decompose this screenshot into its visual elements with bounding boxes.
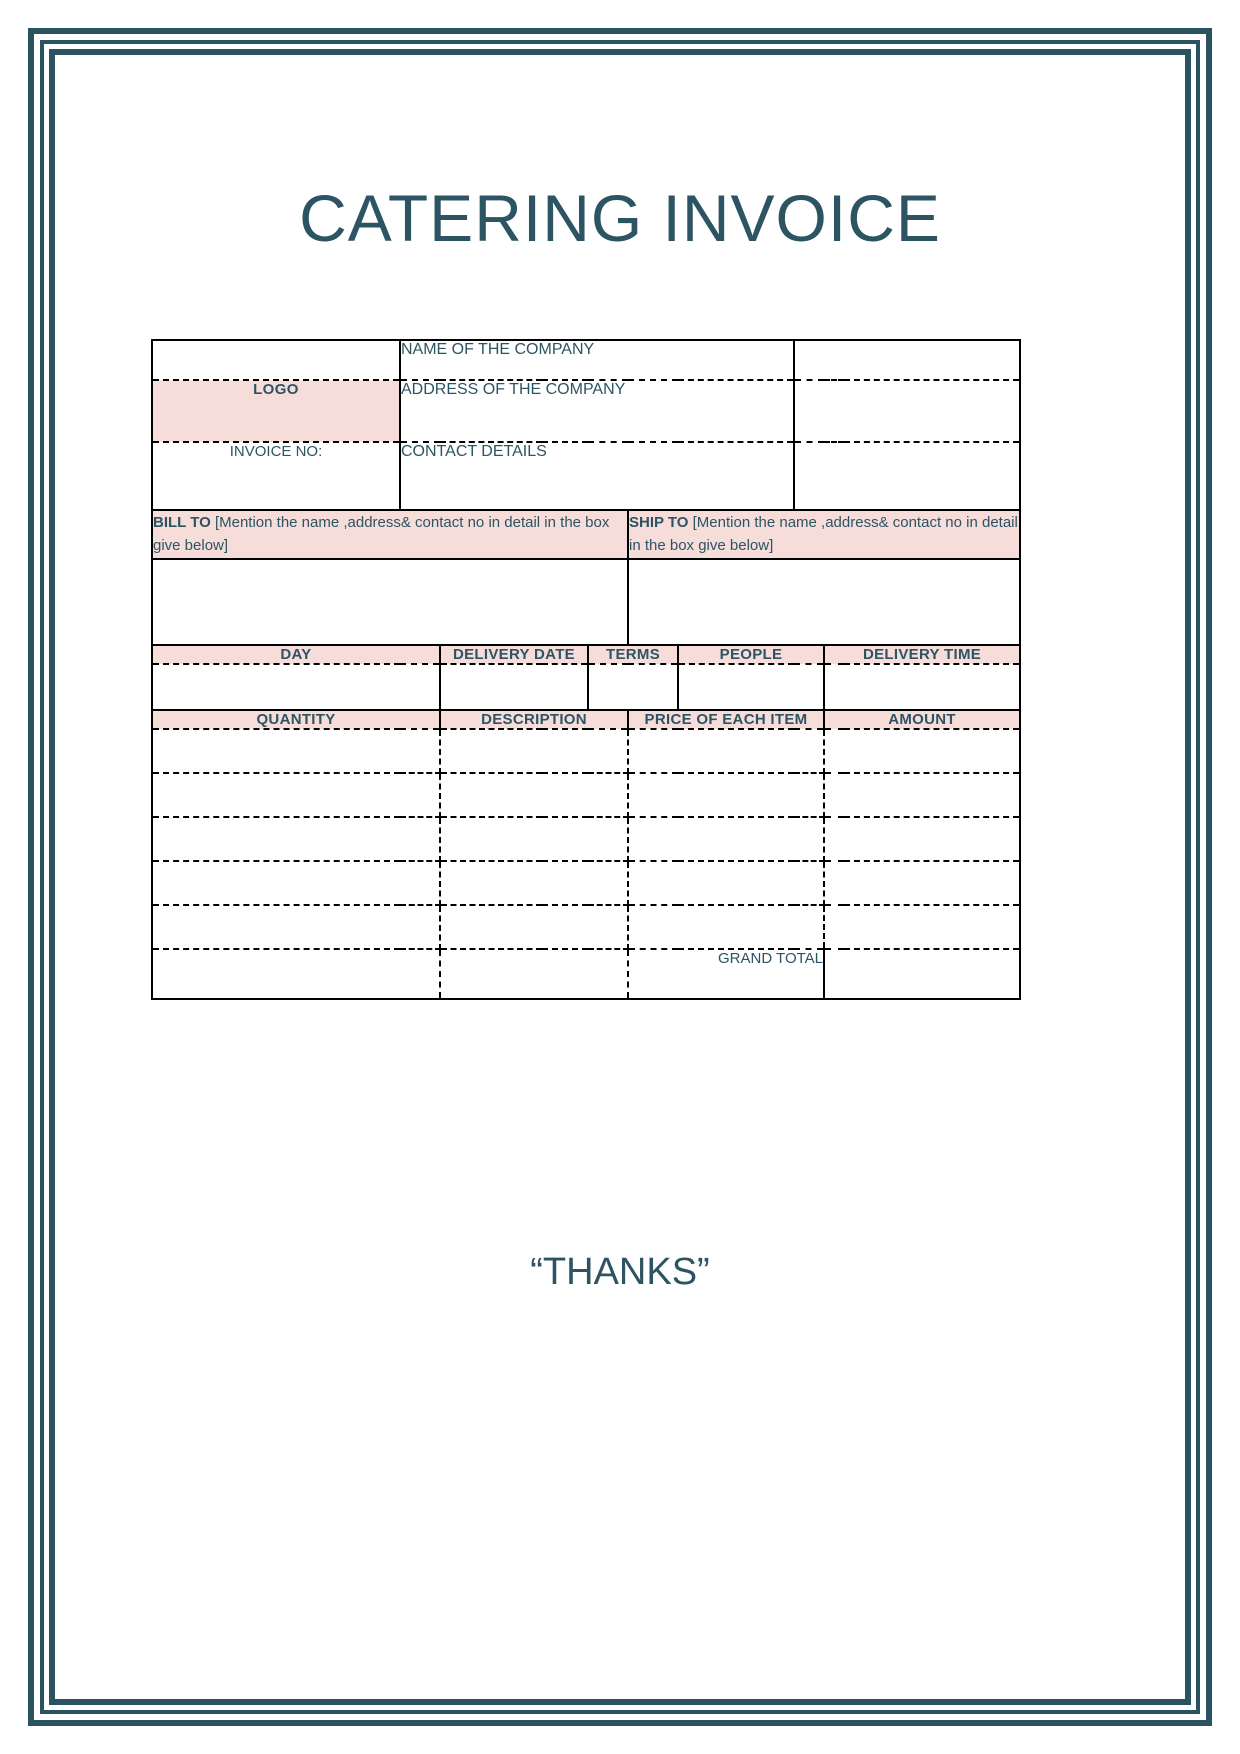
company-address-label-cell (400, 380, 794, 442)
item-amount[interactable] (824, 905, 1020, 949)
details-header-people: PEOPLE (678, 645, 824, 664)
item-description[interactable] (440, 817, 628, 861)
table-row (152, 905, 1020, 949)
item-price[interactable] (628, 773, 824, 817)
details-header-row (152, 645, 1020, 664)
table-row (152, 729, 1020, 773)
company-name-label: NAME OF THE COMPANY (401, 341, 595, 358)
grand-total-spacer-mid (440, 949, 628, 999)
ship-to-label: SHIP TO (629, 514, 689, 531)
item-price[interactable] (628, 905, 824, 949)
bill-to-label: BILL TO (153, 514, 211, 531)
company-name-label-cell (400, 340, 794, 380)
details-input-terms[interactable] (588, 664, 678, 710)
item-quantity[interactable] (152, 905, 440, 949)
grand-total-label: GRAND TOTAL (628, 949, 824, 999)
items-header-amount: AMOUNT (824, 710, 1020, 729)
details-header-terms: TERMS (588, 645, 678, 664)
page-title: CATERING INVOICE (299, 181, 941, 255)
grand-total-spacer-left (152, 949, 440, 999)
item-description[interactable] (440, 729, 628, 773)
page-content (55, 55, 1185, 1699)
page-border-frame (28, 28, 1212, 1726)
company-address-value-cell[interactable] (794, 380, 1020, 442)
contact-details-label-cell (400, 442, 794, 510)
items-header-description: DESCRIPTION (440, 710, 628, 729)
invoice-no-row (152, 442, 1020, 510)
bill-to-instruction-cell (152, 510, 628, 559)
item-amount[interactable] (824, 861, 1020, 905)
table-row (152, 861, 1020, 905)
items-header-quantity: QUANTITY (152, 710, 440, 729)
details-input-delivery-time[interactable] (824, 664, 1020, 710)
ship-to-instruction-cell (628, 510, 1020, 559)
item-amount[interactable] (824, 817, 1020, 861)
page-border-frame-inner (49, 49, 1191, 1705)
bill-ship-entry-row (152, 559, 1020, 645)
item-amount[interactable] (824, 729, 1020, 773)
logo-placeholder[interactable]: LOGO (152, 380, 400, 442)
details-input-day[interactable] (152, 664, 440, 710)
item-amount[interactable] (824, 773, 1020, 817)
table-row (152, 817, 1020, 861)
items-header-row (152, 710, 1020, 729)
details-header-delivery-time: DELIVERY TIME (824, 645, 1020, 664)
thanks-note: “THANKS” (530, 1251, 710, 1293)
bill-to-input[interactable] (152, 559, 628, 645)
item-description[interactable] (440, 861, 628, 905)
item-price[interactable] (628, 861, 824, 905)
contact-details-label: CONTACT DETAILS (401, 443, 547, 460)
grand-total-row (152, 949, 1020, 999)
ship-to-input[interactable] (628, 559, 1020, 645)
bill-ship-instruction-row (152, 510, 1020, 559)
company-name-value-cell[interactable] (794, 340, 1020, 380)
items-header-price: PRICE OF EACH ITEM (628, 710, 824, 729)
invoice-no-label[interactable]: INVOICE NO: (152, 442, 400, 510)
details-input-delivery-date[interactable] (440, 664, 588, 710)
details-header-day: DAY (152, 645, 440, 664)
details-input-people[interactable] (678, 664, 824, 710)
page-border-frame-middle (40, 40, 1200, 1714)
invoice-table (151, 339, 1021, 1000)
item-quantity[interactable] (152, 817, 440, 861)
table-row (152, 773, 1020, 817)
item-quantity[interactable] (152, 861, 440, 905)
logo-cell-top (152, 340, 400, 380)
item-quantity[interactable] (152, 773, 440, 817)
item-description[interactable] (440, 905, 628, 949)
ship-to-instruction: [Mention the name ,address& contact no in detail in the box give below] (629, 514, 1018, 555)
company-name-row (152, 340, 1020, 380)
item-price[interactable] (628, 729, 824, 773)
item-quantity[interactable] (152, 729, 440, 773)
item-description[interactable] (440, 773, 628, 817)
company-address-row (152, 380, 1020, 442)
company-address-label: ADDRESS OF THE COMPANY (401, 381, 626, 398)
grand-total-value[interactable] (824, 949, 1020, 999)
contact-details-value-cell[interactable] (794, 442, 1020, 510)
details-entry-row (152, 664, 1020, 710)
item-price[interactable] (628, 817, 824, 861)
bill-to-instruction: [Mention the name ,address& contact no in detail in the box give below] (153, 514, 610, 555)
details-header-delivery-date: DELIVERY DATE (440, 645, 588, 664)
